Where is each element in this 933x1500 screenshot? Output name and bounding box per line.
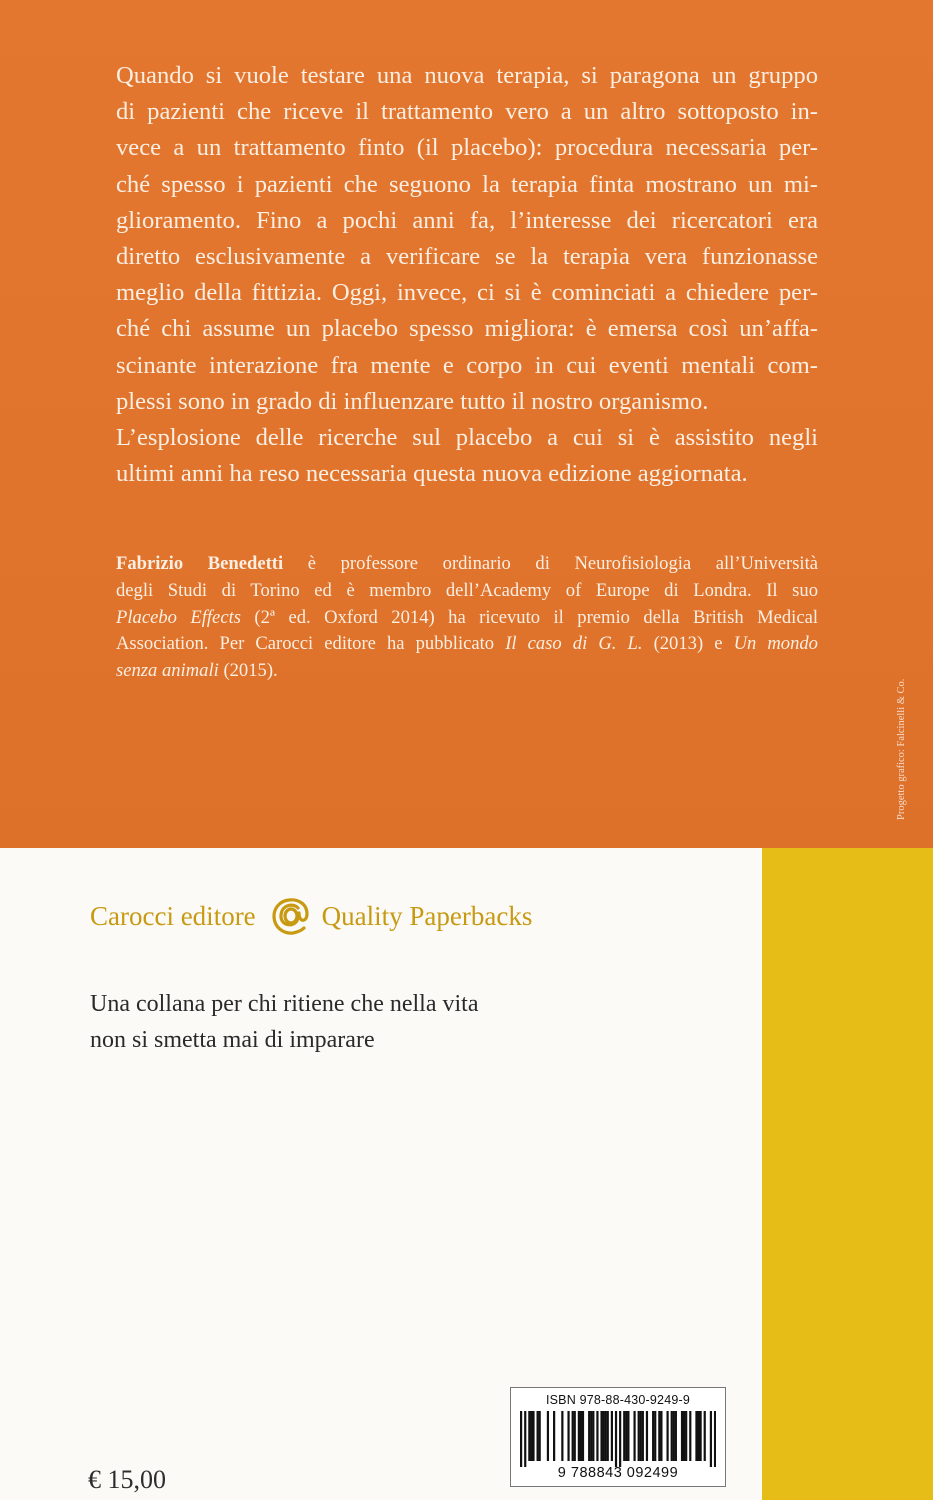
barcode-bar xyxy=(605,1411,607,1461)
ean-barcode xyxy=(520,1411,716,1467)
barcode-bar xyxy=(528,1411,530,1461)
bio-text: Association. Per Carocci editore ha pubblicato xyxy=(116,633,506,655)
bio-line xyxy=(116,551,818,578)
barcode-bar xyxy=(685,1411,687,1461)
barcode-bar xyxy=(592,1411,594,1461)
barcode-bar xyxy=(607,1411,609,1461)
barcode-bar xyxy=(547,1411,549,1461)
barcode-bar xyxy=(553,1411,555,1461)
blurb-line: meglio della fittizia. Oggi, invece, ci si è cominciati a chiedere per- xyxy=(116,279,818,307)
barcode-bar xyxy=(580,1411,582,1461)
barcode-bar xyxy=(539,1411,541,1461)
barcode-bar xyxy=(714,1411,716,1467)
barcode-bar xyxy=(530,1411,532,1461)
barcode-bar xyxy=(699,1411,701,1461)
barcode-bar xyxy=(666,1411,668,1461)
barcode-bar xyxy=(633,1411,635,1461)
bio-line xyxy=(116,658,818,685)
barcode-bar xyxy=(572,1411,574,1461)
barcode-bar xyxy=(623,1411,625,1461)
barcode-bar xyxy=(652,1411,654,1461)
bio-text: (2013) e xyxy=(642,633,734,655)
yellow-band xyxy=(762,848,933,1500)
bio-text: (2015). xyxy=(218,660,278,682)
barcode-bar xyxy=(697,1411,699,1461)
blurb-line: ultimi anni ha reso necessaria questa nuova edizione aggiornata. xyxy=(116,460,748,488)
barcode-bar xyxy=(660,1411,662,1461)
blurb-line: ché chi assume un placebo spesso migliora: è emersa così un’affa- xyxy=(116,315,818,343)
barcode-digits: 9 788843 092499 xyxy=(557,1465,679,1481)
barcode-bar xyxy=(590,1411,592,1461)
barcode-bar xyxy=(683,1411,685,1461)
barcode-bar xyxy=(658,1411,660,1461)
tagline-line: non si smetta mai di imparare xyxy=(90,1027,375,1053)
blurb-line: Quando si vuole testare una nuova terapia, si paragona un gruppo xyxy=(116,62,818,89)
bio-line: degli Studi di Torino ed è membro dell’Academy of Europe di Londra. Il suo xyxy=(116,579,818,601)
bio-text: è professore ordinario di Neurofisiologia all’Università xyxy=(283,553,819,574)
barcode-bar xyxy=(567,1411,569,1461)
design-credit: Progetto grafico: Falcinelli & Co. xyxy=(896,678,907,820)
blurb-line: di pazienti che riceve il trattamento vero a un altro sottoposto in- xyxy=(116,98,818,126)
blurb-line: scinante interazione fra mente e corpo in cui eventi mentali com- xyxy=(116,351,818,379)
at-sign-logo-icon xyxy=(270,895,312,937)
barcode-bar xyxy=(537,1411,539,1461)
bio-line xyxy=(116,631,818,658)
barcode-bar xyxy=(710,1411,712,1467)
barcode-bar xyxy=(619,1411,621,1467)
blurb-line: L’esplosione delle ricerche sul placebo a cui si è assistito negli xyxy=(116,424,818,452)
barcode-bar xyxy=(695,1411,697,1461)
series-tagline xyxy=(90,986,650,1058)
barcode-bar xyxy=(600,1411,602,1461)
blurb-line: plessi sono in grado di influenzare tutto il nostro organismo. xyxy=(116,387,709,415)
barcode-bar xyxy=(640,1411,642,1461)
book-title: Il caso di G. L. xyxy=(505,633,643,655)
barcode-bar xyxy=(524,1411,526,1467)
barcode-bar xyxy=(654,1411,656,1461)
barcode-bar xyxy=(596,1411,598,1461)
barcode-bar xyxy=(603,1411,605,1461)
barcode-bar xyxy=(574,1411,576,1461)
barcode-bar xyxy=(532,1411,534,1461)
blurb-line: glioramento. Fino a pochi anni fa, l’interesse dei ricercatori era xyxy=(116,206,818,234)
bio-line xyxy=(116,605,818,632)
publisher-name: Carocci editore xyxy=(90,900,256,931)
barcode-bar xyxy=(689,1411,691,1461)
barcode-bar xyxy=(627,1411,629,1461)
blurb-text xyxy=(116,58,818,492)
blurb-line: ché spesso i pazienti che seguono la terapia finta mostrano un mi- xyxy=(116,170,818,198)
author-name: Fabrizio Benedetti xyxy=(116,553,284,574)
tagline-line: Una collana per chi ritiene che nella vita xyxy=(90,991,479,1017)
barcode-bar xyxy=(671,1411,673,1461)
barcode-bar xyxy=(561,1411,563,1461)
barcode-bar xyxy=(625,1411,627,1461)
author-bio xyxy=(116,551,818,685)
series-name: Quality Paperbacks xyxy=(321,900,533,931)
blurb-line: vece a un trattamento finto (il placebo): procedura necessaria per- xyxy=(116,134,818,162)
barcode-bar xyxy=(582,1411,584,1461)
barcode-bar xyxy=(681,1411,683,1461)
book-title: Placebo Effects xyxy=(116,606,241,628)
bio-text: (2ª ed. Oxford 2014) ha ricevuto il premio della British Medical xyxy=(240,606,818,628)
isbn-label: ISBN 978-88-430-9249-9 xyxy=(545,1393,691,1407)
barcode-bar xyxy=(642,1411,644,1461)
book-title: Un mondo xyxy=(733,633,818,655)
barcode-bar xyxy=(673,1411,675,1461)
barcode-bar xyxy=(675,1411,677,1461)
barcode-bar xyxy=(578,1411,580,1461)
barcode-bar xyxy=(646,1411,648,1461)
barcode-bar xyxy=(588,1411,590,1461)
barcode-bar xyxy=(704,1411,706,1461)
book-title: senza animali xyxy=(116,660,219,682)
barcode-bar xyxy=(638,1411,640,1461)
barcode-bar xyxy=(615,1411,617,1467)
series-header xyxy=(90,894,532,938)
barcode-bar xyxy=(520,1411,522,1467)
blurb-line: diretto esclusivamente a verificare se la terapia vera funzionasse xyxy=(116,243,818,271)
price: € 15,00 xyxy=(88,1465,166,1494)
barcode-bar xyxy=(611,1411,613,1461)
